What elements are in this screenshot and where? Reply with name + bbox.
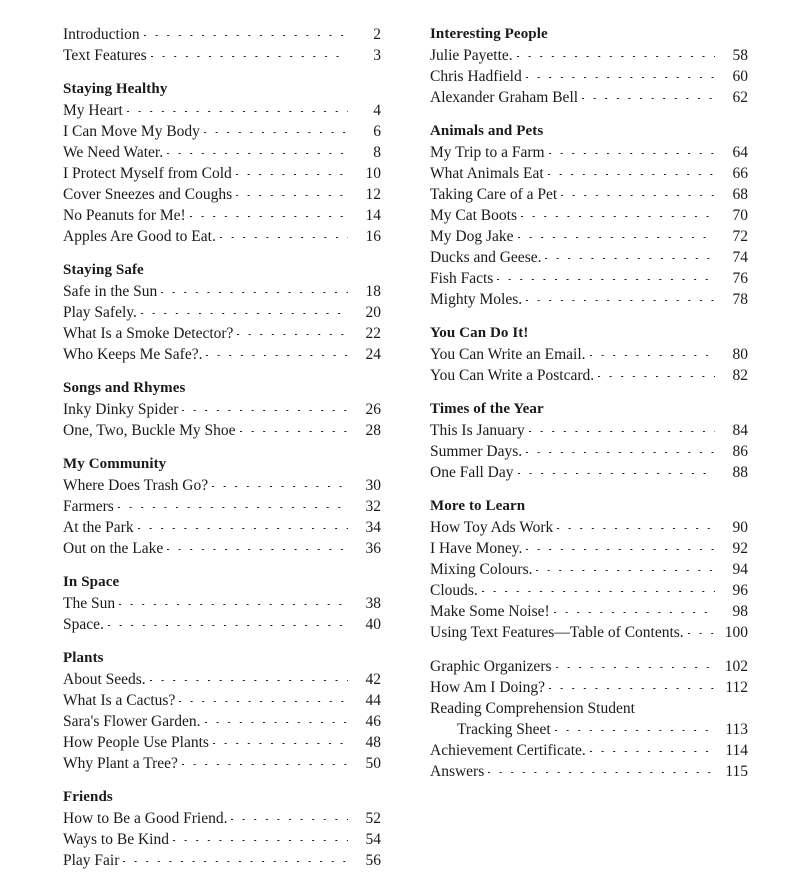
dot-leader: [237, 334, 348, 335]
toc-entry-page-number: 84: [732, 422, 748, 439]
dot-leader: [639, 709, 715, 710]
dot-leader: [141, 313, 348, 314]
toc-section: [430, 399, 748, 483]
toc-entry-page-number: 98: [732, 603, 748, 620]
toc-entry[interactable]: [430, 580, 748, 601]
dot-leader: [526, 549, 715, 550]
section-heading: Staying Safe: [63, 262, 144, 278]
section-heading: My Community: [63, 456, 167, 472]
dot-leader: [688, 633, 715, 634]
toc-entry[interactable]: [430, 226, 748, 247]
dot-leader: [182, 410, 348, 411]
toc-entry[interactable]: [430, 441, 748, 462]
toc-section: [63, 378, 381, 441]
dot-leader: [150, 680, 348, 681]
toc-section: [430, 496, 748, 643]
toc-entry-title: I Can Move My Body: [63, 123, 200, 140]
toc-entry-title: Alexander Graham Bell: [430, 89, 579, 106]
toc-entry[interactable]: [63, 184, 381, 205]
toc-entry-title: About Seeds.: [63, 671, 146, 688]
toc-entry-title: What Is a Cactus?: [63, 692, 176, 709]
toc-entry-title: This Is January: [430, 422, 525, 439]
dot-leader: [161, 292, 348, 293]
toc-entry-title: Sara's Flower Garden.: [63, 713, 201, 730]
toc-entry-page-number: 90: [732, 519, 748, 536]
toc-entry[interactable]: [63, 121, 381, 142]
toc-entry-title: Julie Payette.: [430, 47, 513, 64]
dot-leader: [231, 819, 348, 820]
toc-entry[interactable]: [63, 850, 381, 871]
toc-entry[interactable]: [63, 163, 381, 184]
toc-entry-title: Tracking Sheet: [457, 721, 551, 738]
toc-entry-title: Who Keeps Me Safe?.: [63, 346, 203, 363]
toc-entry-page-number: 46: [365, 713, 381, 730]
toc-entry-title: Chris Hadfield: [430, 68, 522, 85]
toc-entry[interactable]: [63, 496, 381, 517]
toc-entry-page-number: 18: [365, 283, 381, 300]
toc-entry[interactable]: [430, 184, 748, 205]
toc-entry-page-number: 6: [373, 123, 381, 140]
toc-entry-page-number: 14: [365, 207, 381, 224]
toc-entry-title: The Sun: [63, 595, 116, 612]
toc-columns: [63, 24, 748, 884]
toc-entry-title: We Need Water.: [63, 144, 164, 161]
toc-entry-title: How Toy Ads Work: [430, 519, 554, 536]
toc-entry-page-number: 114: [725, 742, 748, 759]
toc-entry-page-number: 52: [365, 810, 381, 827]
toc-entry[interactable]: [430, 538, 748, 559]
dot-leader: [138, 528, 348, 529]
dot-leader: [240, 431, 348, 432]
toc-entry-page-number: 38: [365, 595, 381, 612]
toc-entry-title: Inky Dinky Spider: [63, 401, 179, 418]
dot-leader: [526, 77, 715, 78]
dot-leader: [212, 486, 348, 487]
toc-entry[interactable]: [430, 66, 748, 87]
toc-entry-title: Make Some Noise!: [430, 603, 550, 620]
toc-entry[interactable]: [430, 205, 748, 226]
toc-entry-title: My Dog Jake: [430, 228, 514, 245]
toc-entry[interactable]: [430, 365, 748, 386]
toc-entry-page-number: 44: [365, 692, 381, 709]
toc-entry[interactable]: [63, 711, 381, 732]
toc-entry-page-number: 72: [732, 228, 748, 245]
toc-entry-title: Cover Sneezes and Coughs: [63, 186, 233, 203]
dot-leader: [526, 452, 715, 453]
toc-entry[interactable]: [430, 698, 748, 719]
toc-entry-title: One, Two, Buckle My Shoe: [63, 422, 236, 439]
toc-entry-page-number: 112: [725, 679, 748, 696]
toc-entry-title: My Cat Boots: [430, 207, 517, 224]
toc-entry-title: My Heart: [63, 102, 123, 119]
toc-entry[interactable]: [430, 289, 748, 310]
toc-entry-page-number: 68: [732, 186, 748, 203]
toc-entry[interactable]: [63, 302, 381, 323]
section-heading: Friends: [63, 789, 113, 805]
toc-entry-title: Space.: [63, 616, 104, 633]
dot-leader: [548, 174, 715, 175]
toc-entry[interactable]: [63, 808, 381, 829]
toc-entry-page-number: 24: [365, 346, 381, 363]
toc-section: [63, 24, 381, 66]
dot-leader: [549, 688, 715, 689]
toc-entry-title: Reading Comprehension Student: [430, 700, 635, 717]
dot-leader: [561, 195, 715, 196]
toc-section: [430, 656, 748, 782]
toc-entry[interactable]: [430, 45, 748, 66]
toc-entry-page-number: 86: [732, 443, 748, 460]
dot-leader: [179, 701, 348, 702]
toc-entry-page-number: 3: [373, 47, 381, 64]
toc-entry-page-number: 2: [373, 26, 381, 43]
right-column: [430, 24, 748, 795]
toc-entry[interactable]: [63, 475, 381, 496]
section-heading: Songs and Rhymes: [63, 380, 186, 396]
dot-leader: [526, 300, 715, 301]
toc-entry[interactable]: [63, 593, 381, 614]
toc-entry-page-number: 54: [365, 831, 381, 848]
toc-entry[interactable]: [430, 622, 748, 643]
dot-leader: [497, 279, 715, 280]
section-heading: Times of the Year: [430, 401, 544, 417]
toc-entry[interactable]: [63, 24, 381, 45]
toc-entry-title: Ways to Be Kind: [63, 831, 169, 848]
dot-leader: [108, 625, 348, 626]
toc-entry[interactable]: [430, 163, 748, 184]
toc-entry-page-number: 28: [365, 422, 381, 439]
dot-leader: [556, 667, 715, 668]
toc-entry[interactable]: [430, 247, 748, 268]
toc-entry-page-number: 58: [732, 47, 748, 64]
dot-leader: [173, 840, 348, 841]
toc-entry-title: Graphic Organizers: [430, 658, 552, 675]
toc-section: [430, 121, 748, 310]
section-heading: In Space: [63, 574, 120, 590]
dot-leader: [545, 258, 715, 259]
toc-entry[interactable]: [63, 753, 381, 774]
toc-entry-title: Play Safely.: [63, 304, 137, 321]
toc-entry-page-number: 100: [724, 624, 748, 641]
toc-entry[interactable]: [430, 559, 748, 580]
toc-entry-page-number: 32: [365, 498, 381, 515]
toc-entry-title: Answers: [430, 763, 485, 780]
toc-entry-page-number: 66: [732, 165, 748, 182]
toc-entry-page-number: 34: [365, 519, 381, 536]
toc-entry-title: I Have Money.: [430, 540, 523, 557]
toc-entry-page-number: 10: [365, 165, 381, 182]
toc-entry-page-number: 42: [365, 671, 381, 688]
toc-entry-title: One Fall Day: [430, 464, 514, 481]
dot-leader: [518, 237, 715, 238]
section-heading: Staying Healthy: [63, 81, 168, 97]
toc-entry[interactable]: [63, 732, 381, 753]
toc-entry-page-number: 88: [732, 464, 748, 481]
toc-entry[interactable]: [63, 45, 381, 66]
toc-entry-page-number: 62: [732, 89, 748, 106]
dot-leader: [590, 751, 715, 752]
toc-entry[interactable]: [63, 142, 381, 163]
dot-leader: [119, 604, 348, 605]
toc-entry-title: Out on the Lake: [63, 540, 164, 557]
toc-section: [430, 323, 748, 386]
dot-leader: [557, 528, 715, 529]
dot-leader: [598, 376, 715, 377]
toc-entry-page-number: 26: [365, 401, 381, 418]
toc-entry-page-number: 56: [365, 852, 381, 869]
toc-entry-title: Clouds.: [430, 582, 478, 599]
dot-leader: [549, 153, 715, 154]
dot-leader: [536, 570, 715, 571]
dot-leader: [167, 153, 348, 154]
dot-leader: [482, 591, 715, 592]
toc-entry[interactable]: [63, 538, 381, 559]
toc-entry-title: Play Fair: [63, 852, 120, 869]
toc-entry-page-number: 40: [365, 616, 381, 633]
toc-entry-title: What Is a Smoke Detector?: [63, 325, 234, 342]
toc-entry-page-number: 102: [724, 658, 748, 675]
toc-section: [430, 24, 748, 108]
dot-leader: [488, 772, 715, 773]
toc-entry-page-number: 22: [365, 325, 381, 342]
toc-entry-title: How Am I Doing?: [430, 679, 545, 696]
toc-entry-page-number: 76: [732, 270, 748, 287]
toc-entry[interactable]: [430, 344, 748, 365]
dot-leader: [127, 111, 348, 112]
toc-entry-title: Introduction: [63, 26, 140, 43]
toc-entry-page-number: 92: [732, 540, 748, 557]
dot-leader: [521, 216, 715, 217]
toc-entry-title: Taking Care of a Pet: [430, 186, 558, 203]
toc-entry-page-number: 30: [365, 477, 381, 494]
toc-entry-page-number: 96: [732, 582, 748, 599]
dot-leader: [213, 743, 348, 744]
toc-entry-title: Farmers: [63, 498, 114, 515]
section-heading: Interesting People: [430, 26, 548, 42]
toc-entry[interactable]: [430, 517, 748, 538]
toc-entry-page-number: 80: [732, 346, 748, 363]
dot-leader: [205, 722, 348, 723]
toc-entry-page-number: 94: [732, 561, 748, 578]
toc-entry[interactable]: [430, 719, 748, 740]
toc-entry-page-number: 78: [732, 291, 748, 308]
toc-entry-title: Text Features: [63, 47, 147, 64]
toc-section: [63, 79, 381, 247]
toc-entry[interactable]: [63, 205, 381, 226]
dot-leader: [190, 216, 348, 217]
toc-entry[interactable]: [63, 100, 381, 121]
dot-leader: [182, 764, 348, 765]
toc-entry[interactable]: [63, 281, 381, 302]
toc-entry-title: My Trip to a Farm: [430, 144, 545, 161]
toc-entry[interactable]: [430, 740, 748, 761]
toc-entry-page-number: 115: [725, 763, 748, 780]
toc-entry-title: Safe in the Sun: [63, 283, 158, 300]
toc-entry[interactable]: [430, 87, 748, 108]
dot-leader: [517, 56, 715, 57]
toc-entry-title: You Can Write an Email.: [430, 346, 586, 363]
toc-entry[interactable]: [430, 677, 748, 698]
toc-entry-title: How to Be a Good Friend.: [63, 810, 228, 827]
toc-entry-title: Summer Days.: [430, 443, 523, 460]
dot-leader: [529, 431, 715, 432]
toc-section: [63, 648, 381, 774]
toc-entry-page-number: 70: [732, 207, 748, 224]
dot-leader: [236, 174, 348, 175]
dot-leader: [555, 730, 715, 731]
toc-entry-page-number: 48: [365, 734, 381, 751]
left-column: [63, 24, 381, 884]
toc-entry-title: Why Plant a Tree?: [63, 755, 178, 772]
dot-leader: [167, 549, 348, 550]
dot-leader: [204, 132, 348, 133]
toc-entry-page-number: 8: [373, 144, 381, 161]
toc-entry[interactable]: [63, 323, 381, 344]
toc-entry[interactable]: [63, 614, 381, 635]
toc-entry-title: No Peanuts for Me!: [63, 207, 186, 224]
dot-leader: [554, 612, 715, 613]
toc-entry-title: Fish Facts: [430, 270, 494, 287]
toc-entry-page-number: 4: [373, 102, 381, 119]
toc-section: [63, 260, 381, 365]
toc-entry-title: Mighty Moles.: [430, 291, 523, 308]
toc-entry-title: Achievement Certificate.: [430, 742, 586, 759]
toc-entry-page-number: 20: [365, 304, 381, 321]
toc-entry[interactable]: [430, 656, 748, 677]
dot-leader: [144, 35, 348, 36]
toc-entry[interactable]: [63, 829, 381, 850]
section-heading: You Can Do It!: [430, 325, 529, 341]
dot-leader: [582, 98, 715, 99]
toc-entry[interactable]: [63, 399, 381, 420]
toc-entry-page-number: 60: [732, 68, 748, 85]
dot-leader: [206, 355, 348, 356]
section-heading: Animals and Pets: [430, 123, 544, 139]
toc-entry-title: Ducks and Geese.: [430, 249, 542, 266]
toc-entry-title: Using Text Features—Table of Contents.: [430, 624, 684, 641]
toc-entry-page-number: 12: [365, 186, 381, 203]
toc-entry-page-number: 74: [732, 249, 748, 266]
section-heading: More to Learn: [430, 498, 526, 514]
toc-entry[interactable]: [430, 761, 748, 782]
toc-entry[interactable]: [63, 226, 381, 247]
dot-leader: [590, 355, 715, 356]
toc-entry[interactable]: [430, 268, 748, 289]
toc-entry[interactable]: [430, 420, 748, 441]
toc-entry-page-number: 50: [365, 755, 381, 772]
section-heading: Plants: [63, 650, 104, 666]
toc-entry-title: I Protect Myself from Cold: [63, 165, 232, 182]
toc-entry-title: How People Use Plants: [63, 734, 209, 751]
dot-leader: [123, 861, 348, 862]
dot-leader: [220, 237, 348, 238]
toc-entry[interactable]: [63, 344, 381, 365]
toc-entry[interactable]: [430, 462, 748, 483]
dot-leader: [236, 195, 348, 196]
toc-entry[interactable]: [63, 669, 381, 690]
toc-entry-title: At the Park: [63, 519, 134, 536]
toc-entry[interactable]: [63, 517, 381, 538]
toc-entry-page-number: 113: [725, 721, 748, 738]
toc-entry-title: You Can Write a Postcard.: [430, 367, 595, 384]
toc-entry-title: What Animals Eat: [430, 165, 544, 182]
toc-entry[interactable]: [63, 690, 381, 711]
dot-leader: [518, 473, 715, 474]
toc-entry-page-number: 64: [732, 144, 748, 161]
toc-entry-page-number: 16: [365, 228, 381, 245]
toc-entry-title: Mixing Colours.: [430, 561, 533, 578]
dot-leader: [118, 507, 348, 508]
toc-entry[interactable]: [430, 142, 748, 163]
toc-entry-page-number: 36: [365, 540, 381, 557]
toc-entry-page-number: 82: [732, 367, 748, 384]
toc-entry[interactable]: [63, 420, 381, 441]
dot-leader: [151, 56, 348, 57]
toc-section: [63, 454, 381, 559]
toc-entry[interactable]: [430, 601, 748, 622]
toc-section: [63, 572, 381, 635]
toc-entry-title: Where Does Trash Go?: [63, 477, 209, 494]
toc-entry-title: Apples Are Good to Eat.: [63, 228, 216, 245]
